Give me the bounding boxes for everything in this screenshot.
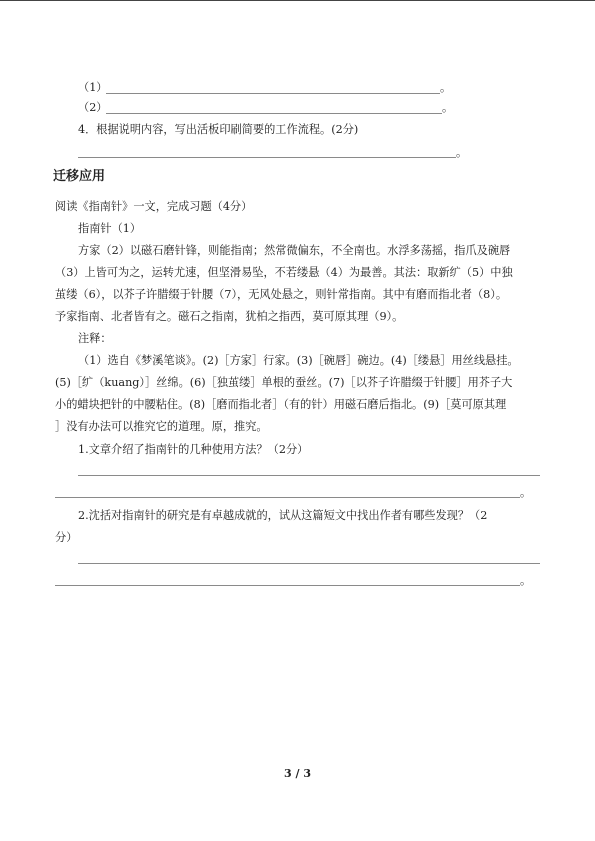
note-line: ］没有办法可以推究它的道理。原，推究。 [55, 420, 268, 433]
passage-line: 方家（2）以磁石磨针锋，则能指南；然常微偏东，不全南也。水浮多荡摇，指爪及碗唇 [78, 244, 511, 257]
page-top-border [0, 0, 595, 1]
answer-line-end: 。 [440, 81, 452, 94]
passage-title: 指南针（1） [78, 222, 142, 235]
answer-line[interactable] [78, 563, 540, 564]
answer-line-end: 。 [456, 146, 468, 159]
answer-line-end: 。 [520, 486, 532, 499]
section-heading: 迁移应用 [53, 169, 106, 184]
passage-line: 茧缕（6），以芥子许腊缀于针腰（7），无风处悬之，则针常指南。其中有磨而指北者（8）。 [55, 288, 508, 301]
passage-line: 予家指南、北者皆有之。磁石之指南，犹柏之指西，莫可原其理（9）。 [55, 310, 404, 323]
note-line: 小的蜡块把针的中腰粘住。(8)［磨而指北者］（有的针）用磁石磨后指北。(9)［莫可原其理 [55, 398, 507, 411]
answer-item-label: （1） [78, 81, 108, 94]
answer-line[interactable] [78, 475, 540, 476]
answer-line-end: 。 [442, 101, 454, 114]
passage-line: （3）上皆可为之，运转尤速，但坚滑易坠，不若缕悬（4）为最善。其法：取新纩（5）中独 [55, 266, 513, 279]
reading-instruction: 阅读《指南针》一文，完成习题（4分） [55, 200, 253, 213]
answer-item-label: （2） [78, 101, 108, 114]
answer-line[interactable] [106, 113, 442, 114]
answer-line[interactable] [106, 93, 440, 94]
answer-line-end: 。 [520, 574, 532, 587]
question-2: 2.沈括对指南针的研究是有卓越成就的，试从这篇短文中找出作者有哪些发现？（2 [78, 509, 488, 522]
question-2-cont: 分） [55, 531, 78, 544]
question-1: 1.文章介绍了指南针的几种使用方法？（2分） [78, 443, 309, 456]
note-line: （1）选自《梦溪笔谈》。(2)［方家］行家。(3)［碗唇］碗边。(4)［缕悬］用丝线悬挂。 [78, 354, 519, 367]
answer-line[interactable] [55, 585, 520, 586]
question-4: 4．根据说明内容，写出活板印刷简要的工作流程。(2分) [78, 123, 359, 136]
page-number: 3 / 3 [284, 767, 311, 780]
note-line: (5)［纩（kuang）］丝绵。(6)［独茧缕］单根的蚕丝。(7)［以芥子许腊缀于针腰］用芥子大 [55, 376, 513, 389]
answer-line[interactable] [78, 157, 456, 158]
notes-label: 注释： [78, 332, 112, 345]
answer-line[interactable] [55, 497, 520, 498]
